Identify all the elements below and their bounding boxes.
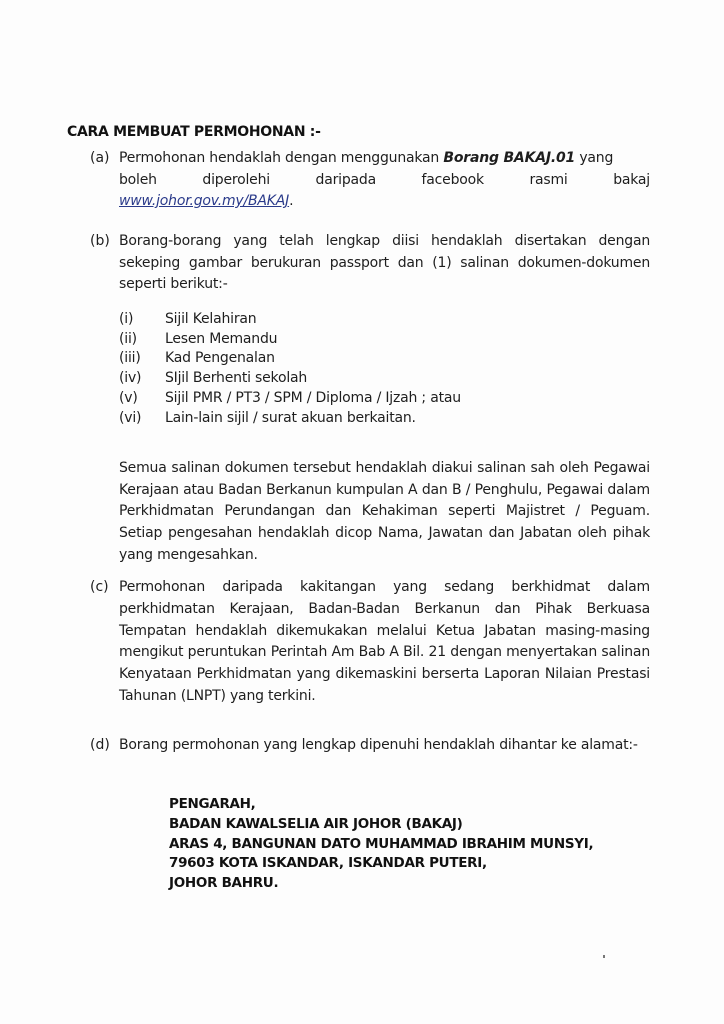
document-list [119,310,461,428]
item-a: (a) Permohonan hendaklah dengan menggunakan Borang BAKAJ.01 yang boleh diperolehi daripada facebook rasmi bakaj www.johor.gov.my/BAKAJ. [90,150,650,209]
scan-speck [603,955,605,958]
item-a-label: (a) [90,150,110,166]
item-c [90,577,650,708]
item-b-label: (b) [90,233,110,249]
item-d-label: (d) [90,737,110,753]
item-d-text: Borang permohonan yang lengkap dipenuhi hendaklah dihantar ke alamat:- [119,737,638,753]
item-d [90,735,650,757]
list-item: (iv) SIjil Berhenti sekolah [119,370,308,387]
mailing-address [169,795,593,894]
certification-note: Semua salinan dokumen tersebut hendaklah diakui salinan sah oleh Pegawai Kerajaan atau Badan Berkanun kumpulan A dan B / Penghulu, Pegawai dalam Perkhidmatan Perundangan dan Kehakiman seperti Majistret / Peguam. Setiap pengesahan hendaklah dicop Nama, Jawatan dan Jabatan oleh pihak yang mengesahkan. [119,460,650,563]
item-c-text: Permohonan daripada kakitangan yang sedang berkhidmat dalam perkhidmatan Kerajaan, Badan-Badan Berkanun dan Pihak Berkuasa Tempatan hendaklah dikemukakan melalui Ketua Jabatan masing-masing mengikut peruntukan Perintah Am Bab A Bil. 21 dengan menyertakan salinan Kenyataan Perkhidmatan yang dikemaskini berserta Laporan Nilaian Prestasi Tahunan (LNPT) yang terkini. [119,579,650,704]
item-a-line1: Permohonan hendaklah dengan menggunakan Borang BAKAJ.01 yang [119,150,614,166]
section-heading: CARA MEMBUAT PERMOHONAN :- [67,124,321,140]
address-line: PENGARAH, [169,796,256,812]
item-c-label: (c) [90,579,109,595]
item-b-text: Borang-borang yang telah lengkap diisi hendaklah disertakan dengan sekeping gambar berukuran passport dan (1) salinan dokumen-dokumen seperti berikut:- [119,233,650,292]
list-item: (i) Sijil Kelahiran [119,311,257,327]
item-a-line2: boleh diperolehi daripada facebook rasmi bakaj [119,171,650,188]
list-item: (iii) Kad Pengenalan [119,350,275,367]
list-item: (v) Sijil PMR / PT3 / SPM / Diploma / Ijzah ; atau [119,389,461,406]
address-line: 79603 KOTA ISKANDAR, ISKANDAR PUTERI, [169,855,487,872]
item-b [90,231,650,296]
address-line: JOHOR BAHRU. [169,875,279,892]
address-line: BADAN KAWALSELIA AIR JOHOR (BAKAJ) [169,815,463,832]
form-name: Borang BAKAJ.01 [443,150,576,166]
list-item: (vi) Lain-lain sijil / surat akuan berkaitan. [119,409,416,426]
address-line: ARAS 4, BANGUNAN DATO MUHAMMAD IBRAHIM MUNSYI, [169,835,594,852]
list-item: (ii) Lesen Memandu [119,330,278,347]
bakaj-website-link[interactable]: www.johor.gov.my/BAKAJ [119,193,290,209]
